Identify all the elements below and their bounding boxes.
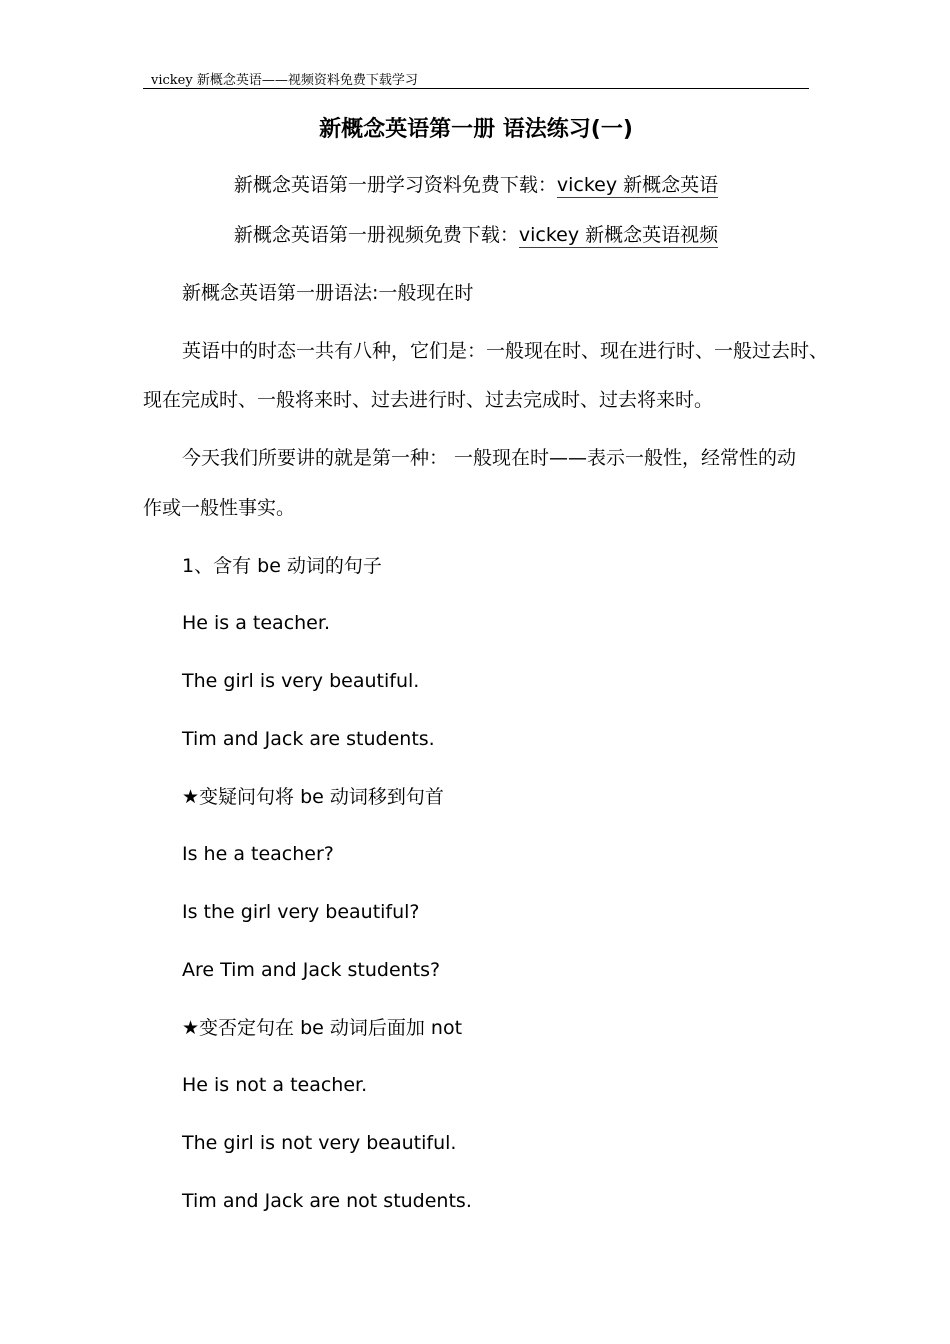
page-header: vickey 新概念英语——视频资料免费下载学习 [143, 72, 809, 89]
example-sentence: The girl is very beautiful. [182, 670, 420, 692]
negative-sentence: He is not a teacher. [182, 1074, 368, 1096]
question-sentence: Is he a teacher? [182, 843, 334, 865]
resource-link-prefix-2: 新概念英语第一册视频免费下载： [233, 224, 519, 246]
paragraph-1-line-2: 现在完成时、一般将来时、过去进行时、过去完成时、过去将来时。 [143, 389, 714, 411]
negative-sentence: Tim and Jack are not students. [182, 1190, 472, 1212]
resource-link-line-2 [143, 222, 809, 248]
question-sentence: Is the girl very beautiful? [182, 901, 420, 923]
question-rule: ★变疑问句将 be 动词移到句首 [182, 786, 444, 808]
vickey-nce-link[interactable]: vickey 新概念英语 [556, 174, 719, 196]
negative-sentence: The girl is not very beautiful. [182, 1132, 457, 1154]
question-sentence: Are Tim and Jack students? [182, 959, 441, 981]
example-sentence: Tim and Jack are students. [182, 728, 435, 750]
section-heading: 新概念英语第一册语法:一般现在时 [182, 282, 474, 304]
resource-link-prefix-1: 新概念英语第一册学习资料免费下载： [233, 174, 557, 196]
document-title: 新概念英语第一册 语法练习(一) [319, 117, 633, 142]
resource-link-line-1 [143, 172, 809, 198]
negative-rule: ★变否定句在 be 动词后面加 not [182, 1017, 463, 1039]
example-sentence: He is a teacher. [182, 612, 330, 634]
vickey-nce-video-link[interactable]: vickey 新概念英语视频 [518, 224, 719, 246]
paragraph-2-line-2: 作或一般性事实。 [143, 497, 296, 519]
point-1-heading: 1、含有 be 动词的句子 [182, 555, 382, 577]
paragraph-1-line-1: 英语中的时态一共有八种，它们是：一般现在时、现在进行时、一般过去时、 [182, 340, 829, 362]
paragraph-2-line-1: 今天我们所要讲的就是第一种： 一般现在时——表示一般性，经常性的动 [182, 447, 797, 469]
